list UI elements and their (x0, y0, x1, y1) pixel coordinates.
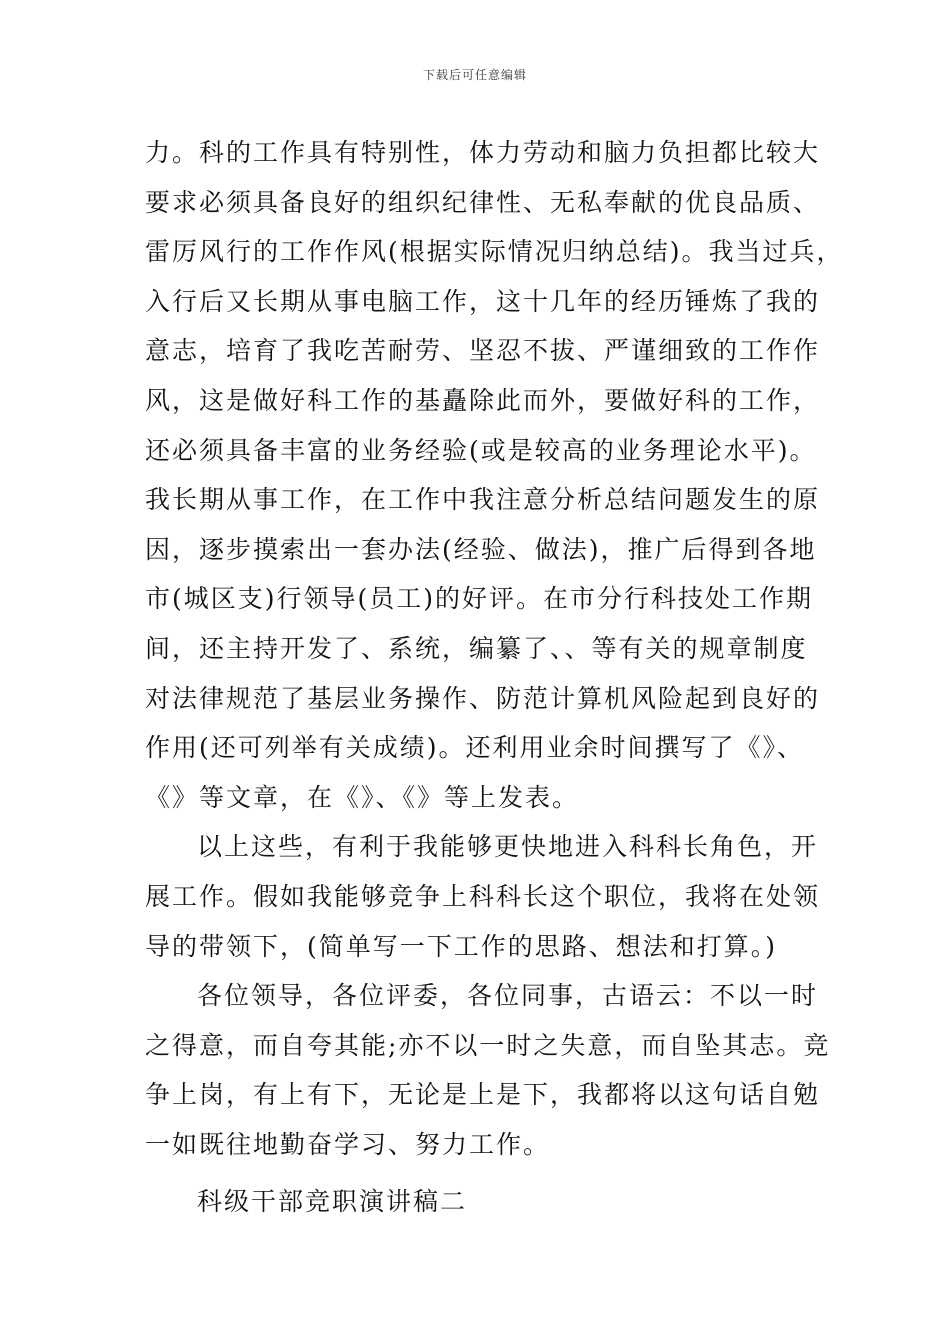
text-line: 之得意，而自夸其能;亦不以一时之失意，而自坠其志。竞 (145, 1030, 831, 1060)
text-line: 力。科的工作具有特别性，体力劳动和脑力负担都比较大 (145, 138, 821, 167)
text-line: 导的带领下，(简单写一下工作的思路、想法和打算。) (145, 931, 778, 961)
paragraph (145, 822, 821, 971)
paragraph (145, 971, 831, 1169)
section-heading: 科级干部竞职演讲稿二 (197, 1187, 468, 1217)
text-line: 各位领导，各位评委，各位同事，古语云：不以一时 (197, 981, 819, 1011)
text-line: 对法律规范了基层业务操作、防范计算机风险起到良好的 (145, 683, 821, 713)
text-line: 市(城区支)行领导(员工)的好评。在市分行科技处工作期 (145, 584, 814, 614)
page-header: 下载后可任意编辑 (422, 68, 527, 82)
document-body (145, 128, 844, 1227)
text-line: 一如既往地勤奋学习、努力工作。 (145, 1129, 551, 1159)
text-line: 入行后又长期从事电脑工作，这十几年的经历锤炼了我的 (145, 286, 821, 316)
text-line: 《》等文章，在《》、《》等上发表。 (145, 782, 580, 812)
text-line: 我长期从事工作，在工作中我注意分析总结问题发生的原 (145, 485, 821, 515)
text-line: 意志，培育了我吃苦耐劳、坚忍不拔、严谨细致的工作作 (145, 336, 821, 366)
text-line: 争上岗，有上有下，无论是上是下，我都将以这句话自勉 (145, 1080, 821, 1110)
text-line: 还必须具备丰富的业务经验(或是较高的业务理论水平)。 (145, 435, 817, 465)
paragraph (145, 128, 844, 822)
text-line: 展工作。假如我能够竞争上科科长这个职位，我将在处领 (145, 881, 821, 911)
text-line: 以上这些，有利于我能够更快地进入科科长角色，开 (197, 832, 819, 862)
text-line: 间，还主持开发了、系统，编纂了、、等有关的规章制度 (145, 633, 808, 663)
text-line: 雷厉风行的工作作风(根据实际情况归纳总结)。我当过兵， (145, 237, 844, 267)
text-line: 风，这是做好科工作的基矗除此而外，要做好科的工作， (145, 385, 821, 415)
text-line: 要求必须具备良好的组织纪律性、无私奉献的优良品质、 (145, 187, 821, 217)
text-line: 因，逐步摸索出一套办法(经验、做法)，推广后得到各地 (145, 534, 817, 564)
text-line: 作用(还可列举有关成绩)。还利用业余时间撰写了《》、 (145, 733, 805, 763)
